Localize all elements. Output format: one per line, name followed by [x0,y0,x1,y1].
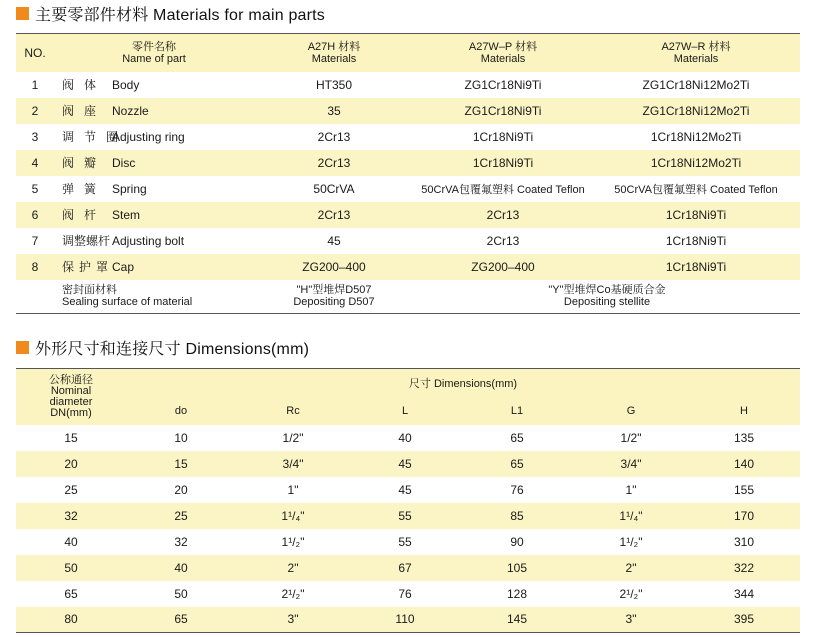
cell-rc: 3" [287,612,299,627]
header-a27wr-en: Materials [673,52,719,65]
cell-do: 50 [174,586,188,601]
seal-y-cn: "Y"型堆焊Co基硬质合金 [548,284,666,297]
cell-l: 67 [398,560,412,575]
seal-label [54,280,254,314]
cell-no: 5 [31,181,39,196]
header-part [54,34,254,72]
cell-no: 3 [31,129,39,144]
cell-a27wp: 2Cr13 [486,207,520,222]
cell-a27h: 2Cr13 [317,155,351,170]
seal-y-en: Depositing stellite [563,296,651,309]
seal-row [16,280,800,314]
dimensions-title-text: 外形尺寸和连接尺寸 Dimensions(mm) [35,340,310,358]
table-row [16,555,800,581]
cell-a27wp: 1Cr18Ni9Ti [472,129,534,144]
header-a27wr [592,34,800,72]
cell-a27h: 50CrVA [313,181,355,196]
cell-rc: 1" [287,482,299,497]
cell-empty [16,280,54,314]
cell-a27h: 35 [327,103,341,118]
header-part-en: Name of part [122,52,186,65]
header-rc: Rc [286,404,300,417]
cell-a27wr: 50CrVA包覆氟塑料 Coated Teflon [614,183,778,196]
cell-a27wp: ZG200–400 [471,259,535,274]
dimensions-section-title [16,336,309,358]
cell-l1: 65 [510,430,524,445]
seal-label-cn: 密封面材料 [62,284,117,297]
cell-do: 65 [174,612,188,627]
cell-a27wp: ZG1Cr18Ni9Ti [464,77,542,92]
cell-no: 4 [31,155,39,170]
dimensions-header-row [16,369,800,397]
table-row [16,228,800,254]
cell-g: 2¹/₂" [619,586,643,601]
cell-h: 140 [733,456,755,471]
table-row [16,425,800,451]
cell-a27h: HT350 [315,77,353,92]
header-a27wp-en: Materials [480,52,526,65]
cell-g: 3" [625,612,637,627]
seal-y [414,280,800,314]
table-row [16,72,800,98]
part-cn: 调节圈 [62,130,129,144]
cell-dn: 32 [64,508,78,523]
part-cn: 阀体 [62,78,107,92]
cell-h: 322 [733,560,755,575]
cell-l: 55 [398,534,412,549]
cell-do: 25 [174,508,188,523]
header-do: do [174,404,188,417]
cell-a27h: 2Cr13 [317,207,351,222]
cell-l: 45 [398,456,412,471]
cell-part [54,124,254,150]
materials-section-title [16,2,325,24]
cell-l1: 65 [510,456,524,471]
part-cn: 保护罩 [62,260,114,274]
orange-square-icon [16,7,29,20]
header-dimensions-group: 尺寸 Dimensions(mm) [408,377,518,390]
cell-l: 40 [398,430,412,445]
cell-do: 10 [174,430,188,445]
cell-g: 1/2" [620,430,642,445]
table-row [16,124,800,150]
part-en: Nozzle [112,104,149,118]
cell-a27wp: 50CrVA包覆氟塑料 Coated Teflon [421,183,585,196]
header-a27h-cn: A27H 材料 [307,40,361,53]
cell-no: 8 [31,259,39,274]
header-a27h-en: Materials [311,52,357,65]
header-l1: L1 [510,404,524,417]
part-en: Body [112,78,140,92]
cell-a27wr: 1Cr18Ni12Mo2Ti [650,129,742,144]
part-en: Disc [112,156,136,170]
cell-dn: 15 [64,430,78,445]
cell-part [54,98,254,124]
cell-do: 40 [174,560,188,575]
cell-l: 76 [398,586,412,601]
part-en: Adjusting bolt [112,234,185,248]
cell-rc: 2¹/₂" [281,586,305,601]
cell-h: 135 [733,430,755,445]
part-cn: 阀杆 [62,208,107,222]
cell-a27wp: 1Cr18Ni9Ti [472,155,534,170]
cell-h: 310 [733,534,755,549]
cell-a27wr: 1Cr18Ni9Ti [665,207,727,222]
cell-g: 1¹/₂" [619,534,643,549]
cell-rc: 1/2" [282,430,304,445]
table-row [16,607,800,633]
cell-g: 3/4" [620,456,642,471]
cell-no: 6 [31,207,39,222]
header-part-cn: 零件名称 [132,40,176,53]
header-a27wp [414,34,592,72]
cell-l1: 128 [506,586,528,601]
table-row [16,150,800,176]
seal-h [254,280,414,314]
part-en: Spring [112,182,147,196]
header-a27h [254,34,414,72]
cell-rc: 1¹/₄" [281,508,305,523]
part-cn: 弹簧 [62,182,107,196]
cell-a27wp: ZG1Cr18Ni9Ti [464,103,542,118]
cell-do: 15 [174,456,188,471]
orange-square-icon [16,341,29,354]
cell-g: 1¹/₄" [619,508,643,523]
cell-l: 55 [398,508,412,523]
table-row [16,202,800,228]
table-row [16,451,800,477]
part-en: Cap [112,260,135,274]
header-dn [16,369,126,425]
cell-dn: 20 [64,456,78,471]
cell-a27wr: 1Cr18Ni9Ti [665,233,727,248]
cell-h: 344 [733,586,755,601]
cell-g: 1" [625,482,637,497]
cell-part [54,176,254,202]
cell-do: 32 [174,534,188,549]
cell-h: 170 [733,508,755,523]
seal-h-cn: "H"型堆焊D507 [296,284,372,297]
cell-dn: 80 [64,612,78,627]
cell-part [54,150,254,176]
header-l: L [401,404,409,417]
cell-l1: 90 [510,534,524,549]
cell-part [54,228,254,254]
part-cn: 调整螺杆 [62,234,111,248]
cell-rc: 2" [287,560,299,575]
cell-a27wp: 2Cr13 [486,233,520,248]
table-row [16,254,800,280]
cell-do: 20 [174,482,188,497]
cell-part [54,202,254,228]
materials-table [16,33,800,314]
header-g: G [626,404,636,417]
cell-h: 155 [733,482,755,497]
cell-no: 1 [31,77,39,92]
part-en: Stem [112,208,141,222]
header-dn-cn: 公称通径 [49,373,93,386]
cell-part [54,254,254,280]
header-dn-en1: Nominal [50,384,92,397]
table-row [16,581,800,607]
cell-dn: 25 [64,482,78,497]
cell-a27wr: 1Cr18Ni12Mo2Ti [650,155,742,170]
seal-label-en: Sealing surface of material [62,296,193,309]
cell-part [54,72,254,98]
dimensions-table [16,368,800,633]
cell-rc: 1¹/₂" [281,534,305,549]
cell-l1: 85 [510,508,524,523]
seal-h-en: Depositing D507 [293,296,375,309]
cell-dn: 50 [64,560,78,575]
cell-g: 2" [625,560,637,575]
cell-a27wr: 1Cr18Ni9Ti [665,259,727,274]
table-row [16,477,800,503]
materials-title-text: 主要零部件材料 Materials for main parts [35,6,326,24]
cell-l1: 76 [510,482,524,497]
cell-rc: 3/4" [282,456,304,471]
dimensions-subheader-row [16,397,800,425]
header-a27wp-cn: A27W–P 材料 [468,40,538,53]
cell-a27h: 2Cr13 [317,129,351,144]
table-row [16,176,800,202]
cell-dn: 40 [64,534,78,549]
cell-dn: 65 [64,586,78,601]
table-row [16,529,800,555]
header-dn-en2: diameter [49,395,93,408]
table-row [16,503,800,529]
cell-no: 2 [31,103,39,118]
cell-l1: 145 [506,612,528,627]
header-dn-en3: DN(mm) [50,406,92,419]
cell-a27wr: ZG1Cr18Ni12Mo2Ti [642,103,750,118]
materials-header-row [16,34,800,72]
cell-a27h: ZG200–400 [302,259,366,274]
header-h: H [740,404,748,417]
cell-l1: 105 [506,560,528,575]
cell-a27wr: ZG1Cr18Ni12Mo2Ti [642,77,750,92]
cell-no: 7 [31,233,39,248]
cell-l: 45 [398,482,412,497]
cell-l: 110 [395,612,415,627]
header-a27wr-cn: A27W–R 材料 [661,40,731,53]
cell-a27h: 45 [327,233,341,248]
header-no: NO. [24,45,46,60]
part-en: Adjusting ring [112,130,185,144]
cell-h: 395 [733,612,755,627]
part-cn: 阀瓣 [62,156,107,170]
part-cn: 阀座 [62,104,107,118]
table-row [16,98,800,124]
